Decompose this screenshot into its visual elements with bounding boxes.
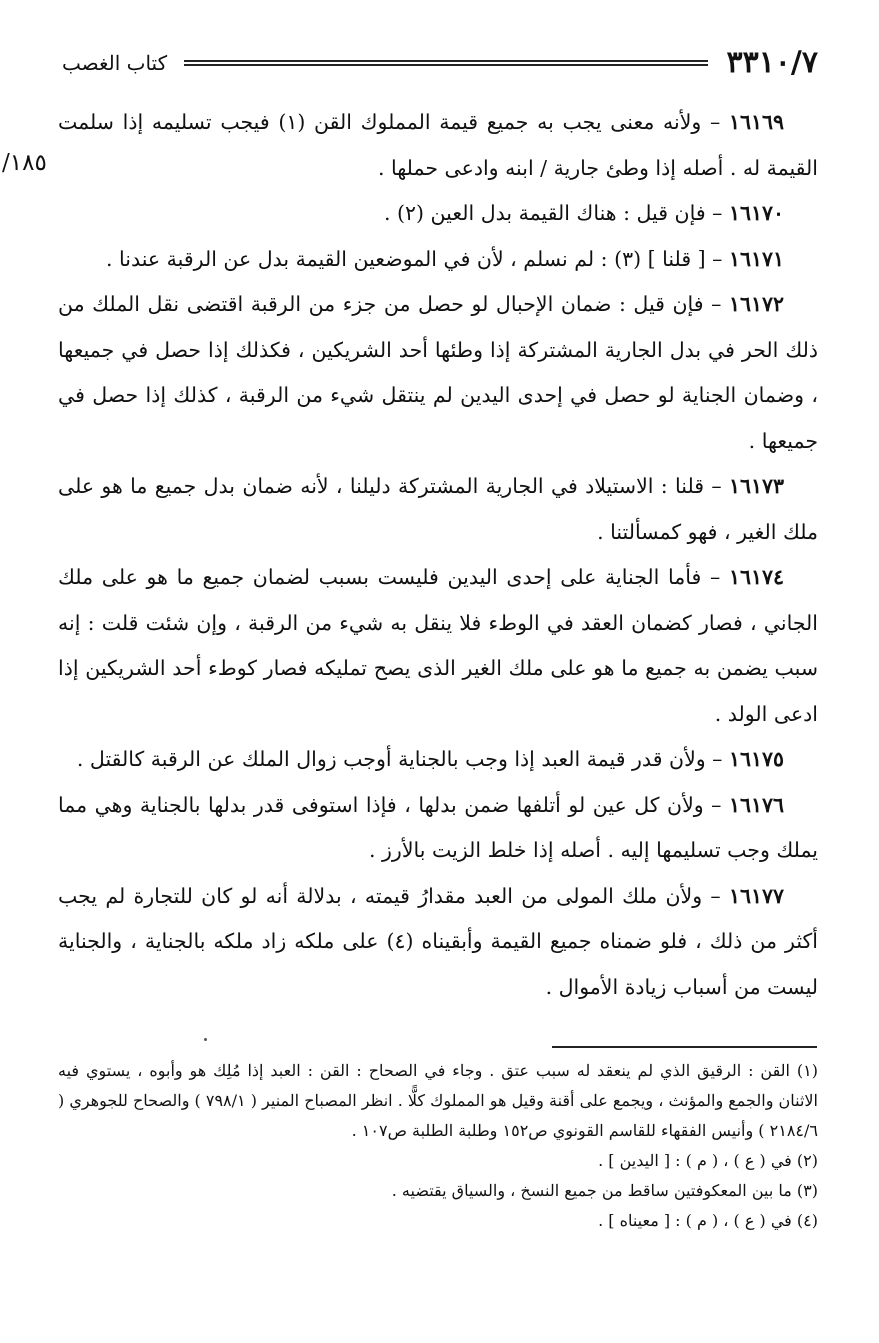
paragraph-text: – فإن قيل : هناك القيمة بدل العين (٢) . (384, 201, 729, 225)
paragraph (58, 874, 818, 1011)
paragraph-number: ١٦١٧٧ (728, 883, 784, 908)
footnote: (٤) في ( ع ) ، ( م ) : [ معيناه ] . (598, 1211, 818, 1230)
header-rule (184, 60, 708, 66)
paragraph-number: ١٦١٧٤ (728, 565, 784, 589)
margin-page-marker: ١٨٥/ (2, 150, 47, 176)
footnote: (١) القن : الرقيق الذي لم ينعقد له سبب عتق . وجاء في الصحاح : القن : العبد إذا مُلِك هو وأبوه ، يستوي فيه الاثنان والجمع والمؤنث ، ويجمع على أقنة وقيل هو المملوك كلًّا . انظر المصباح المنير ( ٧٩٨/١ ) والصحاح للجوهري ( ٢١٨٤/٦ ) وأنيس الفقهاء للقاسم القونوي ص١٥٢ وطلبة الطلبة ص١٠٧ . (58, 1061, 818, 1140)
paragraph-text: – قلنا : الاستيلاد في الجارية المشتركة دليلنا ، لأنه ضمان بدل جميع ما هو على ملك الغير ، فهو كمسألتنا . (58, 474, 818, 544)
paragraph-text: – ولأن كل عين لو أتلفها ضمن بدلها ، فإذا استوفى قدر بدلها بالجناية وهي مما يملك وجب تسليمها إليه . أصله إذا خلط الزيت بالأرز . (58, 792, 818, 862)
footnote: (٣) ما بين المعكوفتين ساقط من جميع النسخ ، والسياق يقتضيه . (391, 1181, 818, 1200)
paragraph (58, 237, 818, 283)
paragraph-number: ١٦١٧١ (728, 246, 784, 271)
paragraph-number: ١٦١٧٥ (728, 747, 784, 771)
running-header (62, 46, 818, 86)
paragraph-text: – ولأنه معنى يجب به جميع قيمة المملوك القن (١) فيجب تسليمه إذا سلمت القيمة له . أصله إذا وطئ جارية / ابنه وادعى حملها . (58, 110, 818, 180)
paragraph-number: ١٦١٧٢ (728, 292, 784, 316)
paragraph (58, 783, 818, 874)
paragraph-text: – ولأن قدر قيمة العبد إذا وجب بالجناية أوجب زوال الملك عن الرقبة كالقتل . (76, 747, 729, 771)
footnote: (٢) في ( ع ) ، ( م ) : [ اليدين ] . (598, 1151, 818, 1170)
paragraph-text: – فأما الجناية على إحدى اليدين فليست بسبب لضمان جميع ما هو على ملك الجاني ، فصار كضمان العقد في الوطء فلا ينقل به شيء من الرقبة ، وإن شئت قلت : إنه سبب يضمن به جميع ما هو على ملك الغير الذى يصح تمليكه فصار كوطء أحد الشريكين إذا ادعى الولد . (58, 565, 818, 726)
paragraph-number: ١٦١٧٣ (728, 474, 784, 498)
book-title: كتاب الغصب (62, 51, 168, 75)
page-number: ٣٣١٠/٧ (726, 45, 818, 80)
paragraph-number: ١٦١٧٠ (728, 201, 784, 225)
paragraph-number: ١٦١٧٦ (728, 792, 784, 817)
ink-speck (204, 1038, 207, 1041)
footnote-separator (552, 1046, 817, 1048)
main-text (58, 100, 818, 1010)
paragraph-number: ١٦١٦٩ (728, 110, 785, 134)
paragraph (58, 464, 818, 555)
paragraph-text: – فإن قيل : ضمان الإحبال لو حصل من جزء من الرقبة اقتضى نقل الملك من ذلك الحر في بدل الجارية المشتركة إذا وطئها أحد الشريكين ، فكذلك إذا حصل في جميعها ، وضمان الجناية لو حصل في إحدى اليدين لم ينتقل شيء من الرقبة ، كذلك إذا حصل في جميعها . (58, 292, 818, 453)
paragraph (58, 555, 818, 737)
paragraph (58, 282, 818, 464)
footnotes (58, 1056, 818, 1236)
paragraph (58, 191, 818, 237)
paragraph-text: – [ قلنا ] (٣) : لم نسلم ، لأن في الموضعين القيمة بدل عن الرقبة عندنا . (106, 246, 729, 271)
paragraph (58, 100, 818, 191)
paragraph-text: – ولأن ملك المولى من العبد مقدارُ قيمته ، بدلالة أنه لو كان للتجارة لم يجب أكثر من ذلك ، فلو ضمناه جميع القيمة وأبقيناه (٤) على ملكه زاد ملكه بالجناية ، والجناية ليست من أسباب زيادة الأموال . (58, 883, 818, 999)
paragraph (58, 737, 818, 783)
